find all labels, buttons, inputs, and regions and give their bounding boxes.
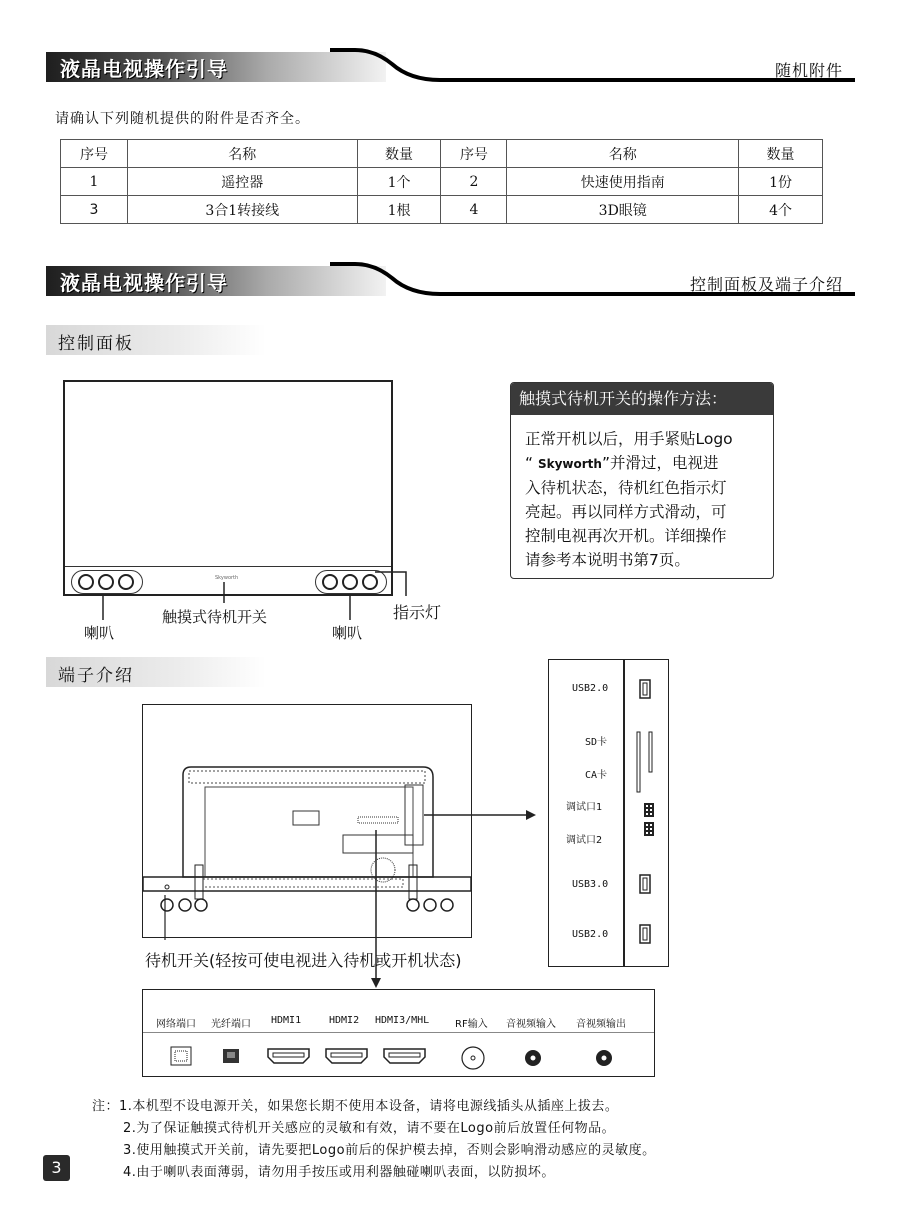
table-cell: 1 bbox=[61, 168, 128, 196]
hdmi-port-icon bbox=[326, 1049, 367, 1063]
notes-prefix: 注： bbox=[92, 1099, 120, 1114]
note-line: 4.由于喇叭表面薄弱，请勿用手按压或用利器触碰喇叭表面，以防损坏。 bbox=[123, 1165, 555, 1180]
side-port-label: 调试口1 bbox=[566, 802, 603, 813]
tv-logo: Skyworth bbox=[215, 575, 239, 581]
brand-logo-text: Skyworth bbox=[537, 457, 602, 471]
table-cell: 4个 bbox=[739, 196, 823, 224]
bottom-port-label: 网络端口 bbox=[156, 1019, 196, 1030]
table-cell: 4 bbox=[441, 196, 507, 224]
table-cell: 快速使用指南 bbox=[507, 168, 739, 196]
table-cell: 1个 bbox=[357, 168, 441, 196]
banner-title: 液晶电视操作引导 bbox=[60, 57, 228, 81]
side-port-label: 调试口2 bbox=[566, 835, 603, 846]
control-panel-heading-text: 控制面板 bbox=[58, 334, 134, 354]
label-indicator: 指示灯 bbox=[393, 603, 442, 622]
hdmi-port-icon bbox=[268, 1049, 309, 1063]
table-cell: 3D眼镜 bbox=[507, 196, 739, 224]
label-speaker-right: 喇叭 bbox=[332, 624, 363, 642]
header-cell: 序号 bbox=[61, 140, 128, 168]
av-input-icon bbox=[525, 1050, 541, 1066]
table-cell: 3合1转接线 bbox=[127, 196, 357, 224]
bottom-port-label: RF输入 bbox=[455, 1019, 488, 1030]
header-cell: 序号 bbox=[441, 140, 507, 168]
side-port-label: USB3.0 bbox=[572, 879, 609, 890]
callout-line: 入待机状态，待机红色指示灯 bbox=[525, 479, 727, 497]
banner-section-label: 随机附件 bbox=[774, 61, 843, 80]
header-cell: 数量 bbox=[357, 140, 441, 168]
note-item: 1.本机型不设电源开关，如果您长期不使用本设备，请将电源线插头从插座上拔去。 bbox=[119, 1099, 619, 1114]
banner-title: 液晶电视操作引导 bbox=[60, 271, 228, 295]
rf-input-icon bbox=[462, 1047, 484, 1069]
table-cell: 遥控器 bbox=[127, 168, 357, 196]
bottom-port-label: 光纤端口 bbox=[211, 1019, 251, 1030]
note-line bbox=[92, 1096, 656, 1118]
header-cell: 数量 bbox=[739, 140, 823, 168]
label-touch-switch: 触摸式待机开关 bbox=[162, 608, 268, 626]
table-cell: 1根 bbox=[357, 196, 441, 224]
bottom-port-label: HDMI3/MHL bbox=[375, 1015, 430, 1026]
bottom-port-label: 音视频输出 bbox=[576, 1019, 626, 1030]
notes-block bbox=[92, 1096, 656, 1184]
standby-switch-label: 待机开关(轻按可使电视进入待机或开机状态) bbox=[145, 951, 462, 970]
banner-section-label: 控制面板及端子介绍 bbox=[689, 275, 843, 294]
header-cell: 名称 bbox=[507, 140, 739, 168]
side-port-label: CA卡 bbox=[585, 770, 608, 781]
table-cell: 2 bbox=[441, 168, 507, 196]
header-cell: 名称 bbox=[127, 140, 357, 168]
side-port-label: USB2.0 bbox=[572, 929, 609, 940]
accessories-intro: 请确认下列随机提供的附件是否齐全。 bbox=[55, 111, 310, 127]
bottom-port-label: 音视频输入 bbox=[506, 1019, 556, 1030]
quote-close: ”并滑过，电视进 bbox=[601, 454, 719, 472]
table-cell: 3 bbox=[61, 196, 128, 224]
side-port-label: USB2.0 bbox=[572, 683, 609, 694]
callout-title: 触摸式待机开关的操作方法： bbox=[511, 383, 773, 415]
av-output-icon bbox=[596, 1050, 612, 1066]
terminals-heading-text: 端子介绍 bbox=[58, 666, 134, 686]
hdmi-port-icon bbox=[384, 1049, 425, 1063]
callout-line: 请参考本说明书第7页。 bbox=[525, 551, 690, 569]
callout-line: 正常开机以后，用手紧贴Logo bbox=[525, 430, 733, 448]
optical-port-icon bbox=[223, 1049, 239, 1063]
callout-line: 控制电视再次开机。详细操作 bbox=[525, 527, 727, 545]
bottom-port-label: HDMI1 bbox=[271, 1015, 302, 1026]
callout-line: 亮起。再以同样方式滑动，可 bbox=[525, 503, 727, 521]
label-speaker-left: 喇叭 bbox=[84, 624, 115, 642]
table-cell: 1份 bbox=[739, 168, 823, 196]
side-port-label: SD卡 bbox=[585, 737, 608, 748]
bottom-port-label: HDMI2 bbox=[329, 1015, 360, 1026]
note-line: 3.使用触摸式开关前，请先要把Logo前后的保护模去掉，否则会影响滑动感应的灵敏度。 bbox=[123, 1143, 656, 1158]
page-number: 3 bbox=[43, 1155, 70, 1181]
note-line: 2.为了保证触摸式待机开关感应的灵敏和有效，请不要在Logo前后放置任何物品。 bbox=[123, 1121, 616, 1136]
ethernet-port-icon bbox=[171, 1047, 191, 1065]
quote-open: “ bbox=[525, 454, 534, 472]
